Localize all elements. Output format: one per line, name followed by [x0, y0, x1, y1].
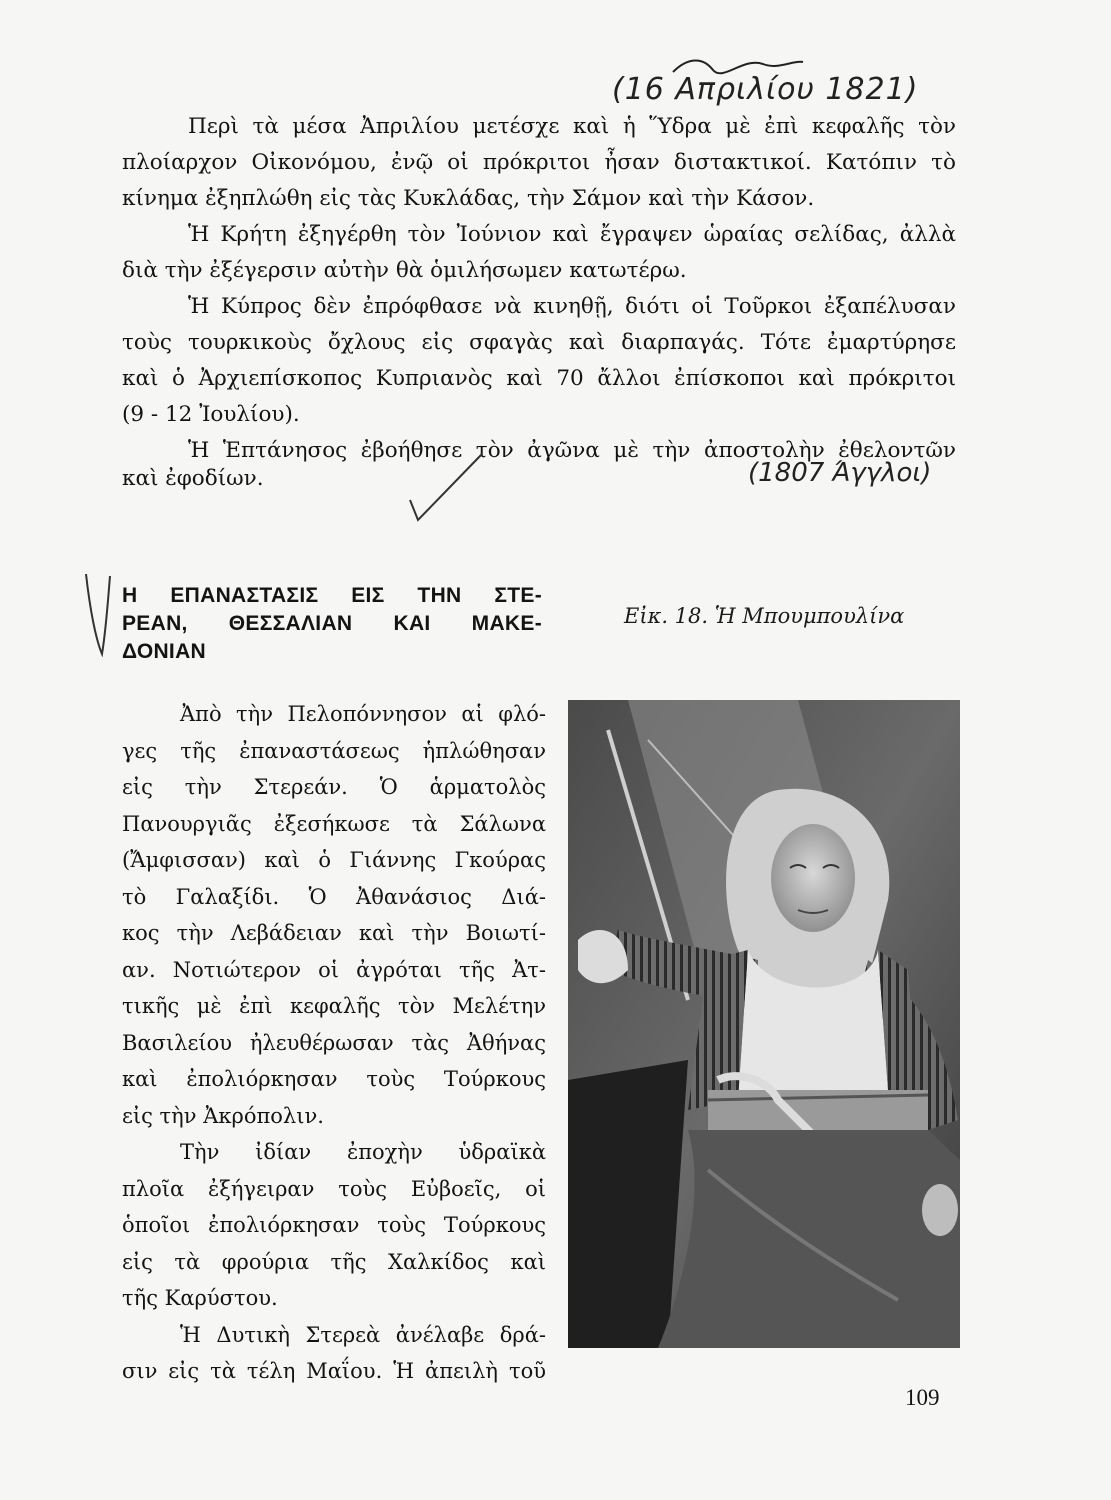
text-line: διὰ τὴν ἐξέγερσιν αὐτὴν θὰ ὁμιλήσωμεν κατωτέρω. [122, 258, 687, 283]
handwritten-side-note: (1807 Άγγλοι) [748, 458, 932, 488]
text-line: Ἀπὸ τὴν Πελοπόννησον αἱ φλό- [180, 702, 546, 726]
text-line: Πανουργιᾶς ἐξεσήκωσε τὰ Σάλωνα [122, 811, 546, 836]
text-line: Ἡ Δυτικὴ Στερεὰ ἀνέλαβε δρά- [180, 1322, 546, 1347]
text-line: ὁποῖοι ἐπολιόρκησαν τοὺς Τούρκους [122, 1213, 546, 1237]
text-line: τῆς Καρύστου. [122, 1286, 278, 1310]
text-line: πλοίαρχον Οἰκονόμου, ἐνῷ οἱ πρόκριτοι ἦσαν διστακτικοί. Κατόπιν τὸ [122, 150, 956, 175]
text-line: καὶ ὁ Ἀρχιεπίσκοπος Κυπριανὸς καὶ 70 ἄλλοι ἐπίσκοποι καὶ πρόκριτοι [122, 366, 956, 391]
text-line: καὶ ἐφοδίων. [122, 466, 264, 491]
text-line: σιν εἰς τὰ τέλη Μαΐου. Ἡ ἀπειλὴ τοῦ [122, 1359, 546, 1383]
text-line: Τὴν ἰδίαν ἐποχὴν ὑδραϊκὰ [180, 1140, 546, 1164]
page-number: 109 [905, 1385, 940, 1410]
text-line: εἰς τὴν Ἀκρόπολιν. [122, 1103, 324, 1128]
section-heading: Η ΕΠΑΝΑΣΤΑΣΙΣ ΕΙΣ ΤΗΝ ΣΤΕ- ΡΕΑΝ, ΘΕΣΣΑΛΙΑΝ ΚΑΙ ΜΑΚΕ- ΔΟΝΙΑΝ [122, 584, 542, 663]
figure-caption: Εἰκ. 18. Ἡ Μπουμπουλίνα [624, 604, 905, 628]
text-line: Ἡ Ἑπτάνησος ἐβοήθησε τὸν ἀγῶνα μὲ τὴν ἀποστολὴν ἐθελοντῶν [188, 438, 956, 463]
text-line: Ἡ Κρήτη ἐξηγέρθη τὸν Ἰούνιον καὶ ἔγραψεν ὡραίας σελίδας, ἀλλὰ [188, 222, 956, 247]
text-line: Ἡ Κύπρος δὲν ἐπρόφθασε νὰ κινηθῇ, διότι οἱ Τοῦρκοι ἐξαπέλυσαν [188, 294, 956, 319]
text-line: γες τῆς ἐπαναστάσεως ἡπλώθησαν [122, 738, 546, 763]
text-line: τὸ Γαλαξίδι. Ὁ Ἀθανάσιος Διά- [122, 884, 546, 909]
section-body [122, 696, 546, 1390]
text-line: εἰς τὰ φρούρια τῆς Χαλκίδος καὶ [122, 1249, 546, 1274]
handwritten-date-note: (16 Απριλίου 1821) [612, 72, 919, 107]
handwritten-squiggle [668, 52, 808, 82]
text-line: κίνημα ἐξηπλώθη εἰς τὰς Κυκλάδας, τὴν Σάμον καὶ τὴν Κάσον. [122, 186, 815, 211]
text-line: πλοῖα ἐξήγειραν τοὺς Εὐβοεῖς, οἱ [122, 1176, 546, 1201]
text-line: (Ἄμφισσαν) καὶ ὁ Γιάννης Γκούρας [122, 848, 546, 872]
text-line: τοὺς τουρκικοὺς ὄχλους εἰς σφαγὰς καὶ διαρπαγάς. Τότε ἐμαρτύρησε [122, 330, 956, 355]
portrait-image [568, 700, 960, 1348]
bouboulina-portrait [568, 700, 960, 1348]
text-line: εἰς τὴν Στερεάν. Ὁ ἁρματολὸς [122, 775, 546, 799]
text-line: Βασιλείου ἠλευθέρωσαν τὰς Ἀθήνας [122, 1030, 546, 1055]
text-line: Περὶ τὰ μέσα Ἀπριλίου μετέσχε καὶ ἡ Ὕδρα μὲ ἐπὶ κεφαλῆς τὸν [188, 114, 956, 139]
text-line: καὶ ἐπολιόρκησαν τοὺς Τούρκους [122, 1067, 546, 1091]
pencil-margin-mark [80, 570, 116, 660]
text-line: αν. Νοτιώτερον οἱ ἀγρόται τῆς Ἀτ- [122, 957, 546, 982]
text-line: (9 - 12 Ἰουλίου). [122, 402, 300, 427]
text-line: τικῆς μὲ ἐπὶ κεφαλῆς τὸν Μελέτην [122, 994, 546, 1018]
pencil-check-mark [400, 448, 490, 528]
text-line: κος τὴν Λεβάδειαν καὶ τὴν Βοιωτί- [122, 921, 546, 945]
